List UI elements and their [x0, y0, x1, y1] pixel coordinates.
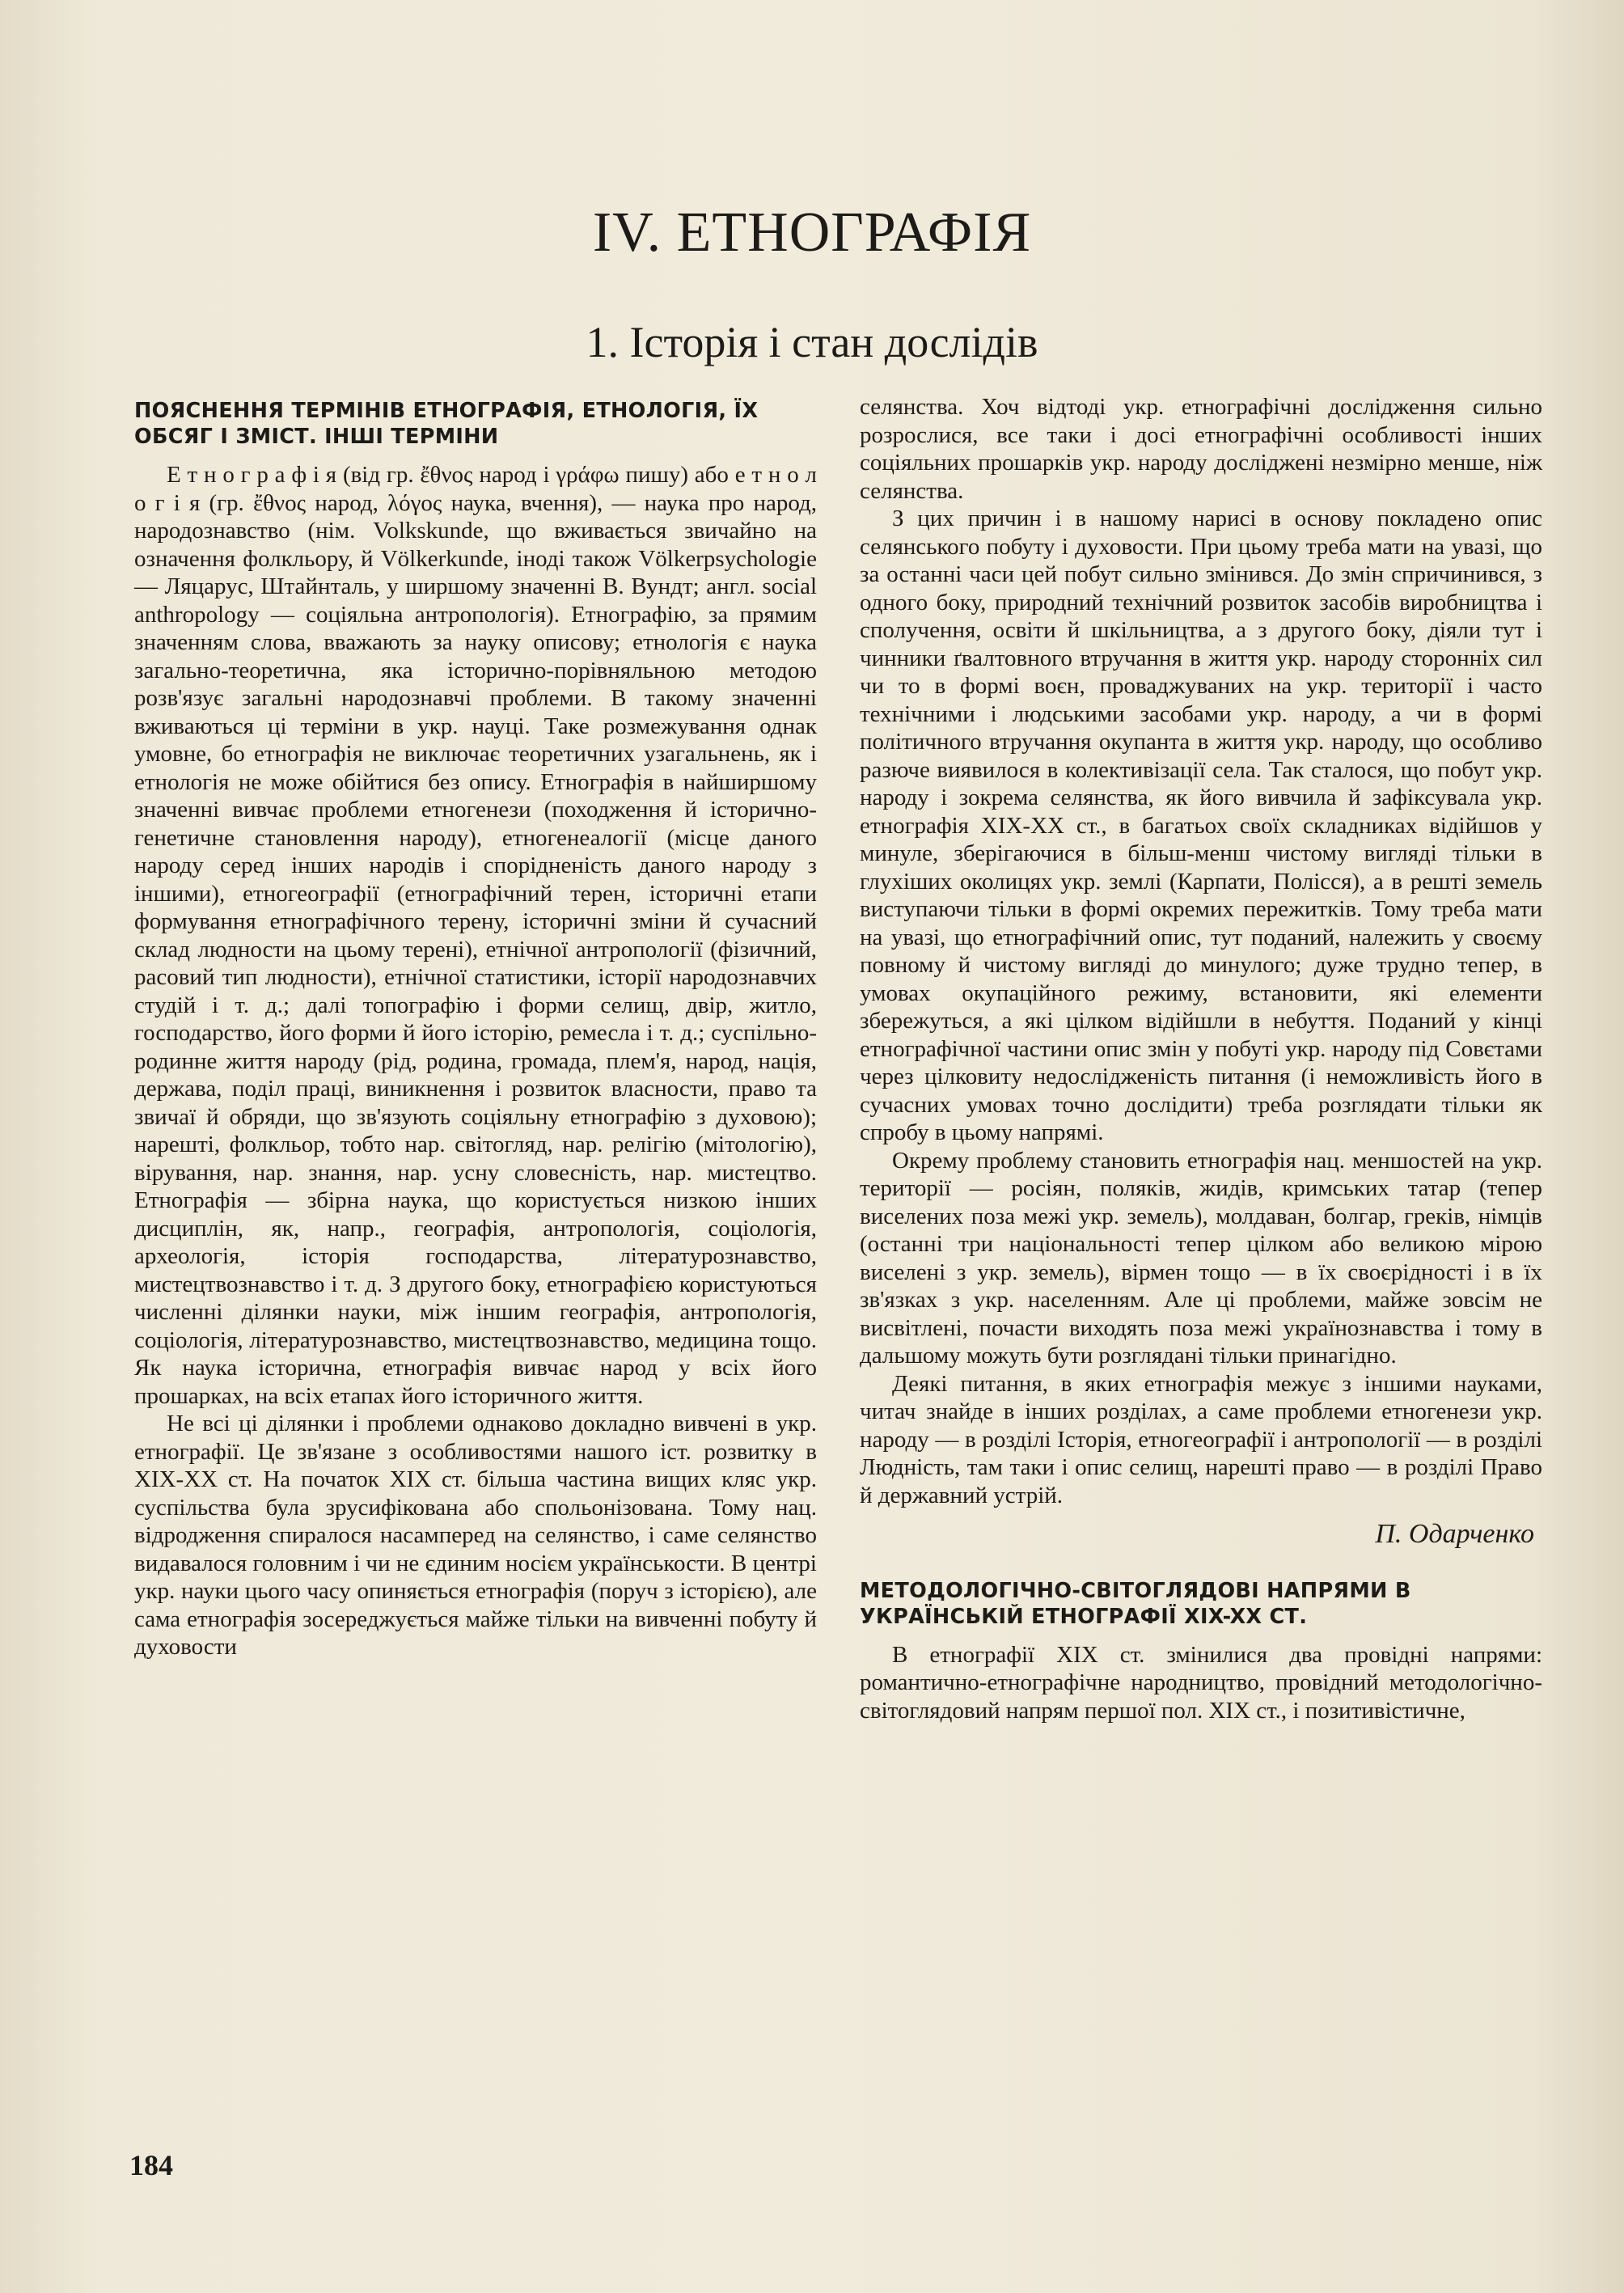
left-column-heading: ПОЯСНЕННЯ ТЕРМІНІВ ЕТНОГРАФІЯ, ЕТНОЛОГІЯ, ЇХ ОБСЯГ І ЗМІСТ. ІНШІ ТЕРМІНИ [134, 399, 759, 449]
section-title: 1. Історія і стан дослідів [586, 318, 1038, 366]
paragraph: Е т н о г р а ф і я (від гр. ἔθνος народ і γράφω пишу) або е т н о л о г і я (гр. ἔθνος народ, λόγος наука, вчення), — наука про народ, народознавство (нім. Volkskunde, що вживається звичайно на означення фолкльору, й Völkerkunde, іноді також Völkerpsychologie — Ляцарус, Штайнталь, у ширшому значенні В. Вундт; англ. social anthropology — соціяльна антропологія). Етнографію, за прямим значенням слова, вважають за науку описову; етнологія є наука загально-теоретична, яка історично-порівняльною методою розв'язує загальні народознавчі проблеми. В такому значенні вживаються ці терміни в укр. науці. Таке розмежування однак умовне, бо етнографія не виключає теоретичних узагальнень, як і етнологія не може обійтися без опису. Етнографія в найширшому значенні вивчає проблеми етногенези (походження й історично-генетичне становлення народу), етногенеалогії (місце даного народу серед інших народів і спорідненість даного народу з іншими), етногеографії (етнографічний терен, історичні етапи формування етнографічного терену, історичні зміни й сучасний склад людности на цьому терені), етнічної антропології (фізичний, расовий тип людности), етнічної статистики, історії народознавчих студій і т. д.; далі топографію і форми селищ, двір, житло, господарство, його форми й його історію, ремесла і т. д.; суспільно-родинне життя народу (рід, родина, громада, плем'я, народ, нація, держава, поділ праці, виникнення і розвиток власности, право та звичаї й обряди, що зв'язують соціяльну етнографію з духовою); нарешті, фолкльор, тобто нар. світогляд, нар. релігію (мітологію), вірування, нар. знання, нар. усну словесність, нар. мистецтво. Етнографія — збірна наука, що користується низкою інших дисциплін, як, напр., географія, антропологія, соціологія, археологія, історія господарства, літературознавство, мистецтвознавство і т. д. З другого боку, етнографією користуються численні ділянки науки, між іншим географія, антропологія, соціологія, літературознавство, мистецтвознавство, медицина тощо. Як наука історична, етнографія вивчає народ у всіх його прошарках, на всіх етапах його історичного життя. [134, 462, 817, 1409]
paragraph: В етнографії XIX ст. змінилися два провідні напрями: романтично-етнографічне народництво, провідний методологічно-світоглядовий напрям першої пол. XIX ст., і позитивістичне, [860, 1641, 1542, 1724]
paragraph: Деякі питання, в яких етнографія межує з іншими науками, читач знайде в інших розділах, а саме проблеми етногенези укр. народу — в розділі Історія, етногеографії і антропології — в розділі Людність, там таки і опис селищ, нарешті право — в розділі Право й державний устрій. [860, 1370, 1542, 1508]
paragraph: З цих причин і в нашому нарисі в основу покладено опис селянського побуту і духовости. При цьому треба мати на увазі, що за останні часи цей побут сильно змінився. До змін спричинився, з одного боку, природний технічний розвиток засобів виробництва і сполучення, освіти й шкільництва, а з другого боку, діяли тут і чинники ґвалтовного втручання в життя укр. народу сторонніх сил чи то в формі воєн, проваджуваних на укр. території і часто технічними і людськими засобами укр. народу, а чи в формі політичного втручання окупанта в життя укр. народу, що особливо разюче виявилося в колективізації села. Так сталося, що побут укр. народу і зокрема селянства, як його вивчила й зафіксувала укр. етнографія XIX-XX ст., в багатьох своїх складниках відійшов у минуле, зберігаючися в більш-менш чистому вигляді тільки в глухіших околицях укр. землі (Карпати, Полісся), а в решті земель виступаючи тільки в формі окремих пережитків. Тому треба мати на увазі, що етнографічний опис, тут поданий, належить у своєму повному й чистому вигляді до минулого; дуже трудно тепер, в умовах окупаційного режиму, встановити, які елементи збережуться, а які цілком відійшли в небуття. Поданий у кінці етнографічної частини опис змін у побуті укр. народу під Совєтами через цілковиту недослідженість питання (і неможливість його в сучасних умовах точно дослідити) треба розглядати тільки як спробу в цьому напрямі. [860, 506, 1542, 1145]
right-column [860, 393, 1542, 1724]
subsection-heading: МЕТОДОЛОГІЧНО-СВІТОГЛЯДОВІ НАПРЯМИ В УКРАЇНСЬКІЙ ЕТНОГРАФІЇ XIX-XX СТ. [860, 1578, 1411, 1629]
paragraph: Окрему проблему становить етнографія нац. меншостей на укр. території — росіян, поляків, жидів, кримських татар (тепер виселених поза межі укр. земель), молдаван, болгар, греків, німців (останні три національності тепер цілком або великою мірою виселені з укр. земель), вірмен тощо — в їх своєрідності і в їх зв'язках з укр. населенням. Але ці проблеми, майже зовсім не висвітлені, почасти виходять поза межі українознавства і тому в дальшому можуть бути розглядані тільки принагідно. [860, 1147, 1542, 1369]
page-number: 184 [129, 2149, 173, 2181]
chapter-title: IV. ЕТНОГРАФІЯ [592, 201, 1032, 264]
left-column [134, 398, 817, 1661]
paragraph: Не всі ці ділянки і проблеми однаково докладно вивчені в укр. етнографії. Це зв'язане з особливостями нашого іст. розвитку в XIX-XX ст. На початок XIX ст. більша частина вищих кляс укр. суспільства була зрусифікована або спольонізована. Тому нац. відродження спиралося насамперед на селянство, і саме селянство видавалося головним і чи не єдиним носієм українськости. В центрі укр. науки цього часу опиняється етнографія (поруч з історією), але сама етнографія зосереджується майже тільки на вивченні побуту й духовости [134, 1411, 817, 1660]
author-signature: П. Одарченко [1375, 1519, 1534, 1549]
paragraph: селянства. Хоч відтоді укр. етнографічні дослідження сильно розрослися, все таки і досі етнографічні особливості інших соціяльних прошарків укр. народу досліджені незмірно менше, ніж селянства. [860, 394, 1542, 504]
